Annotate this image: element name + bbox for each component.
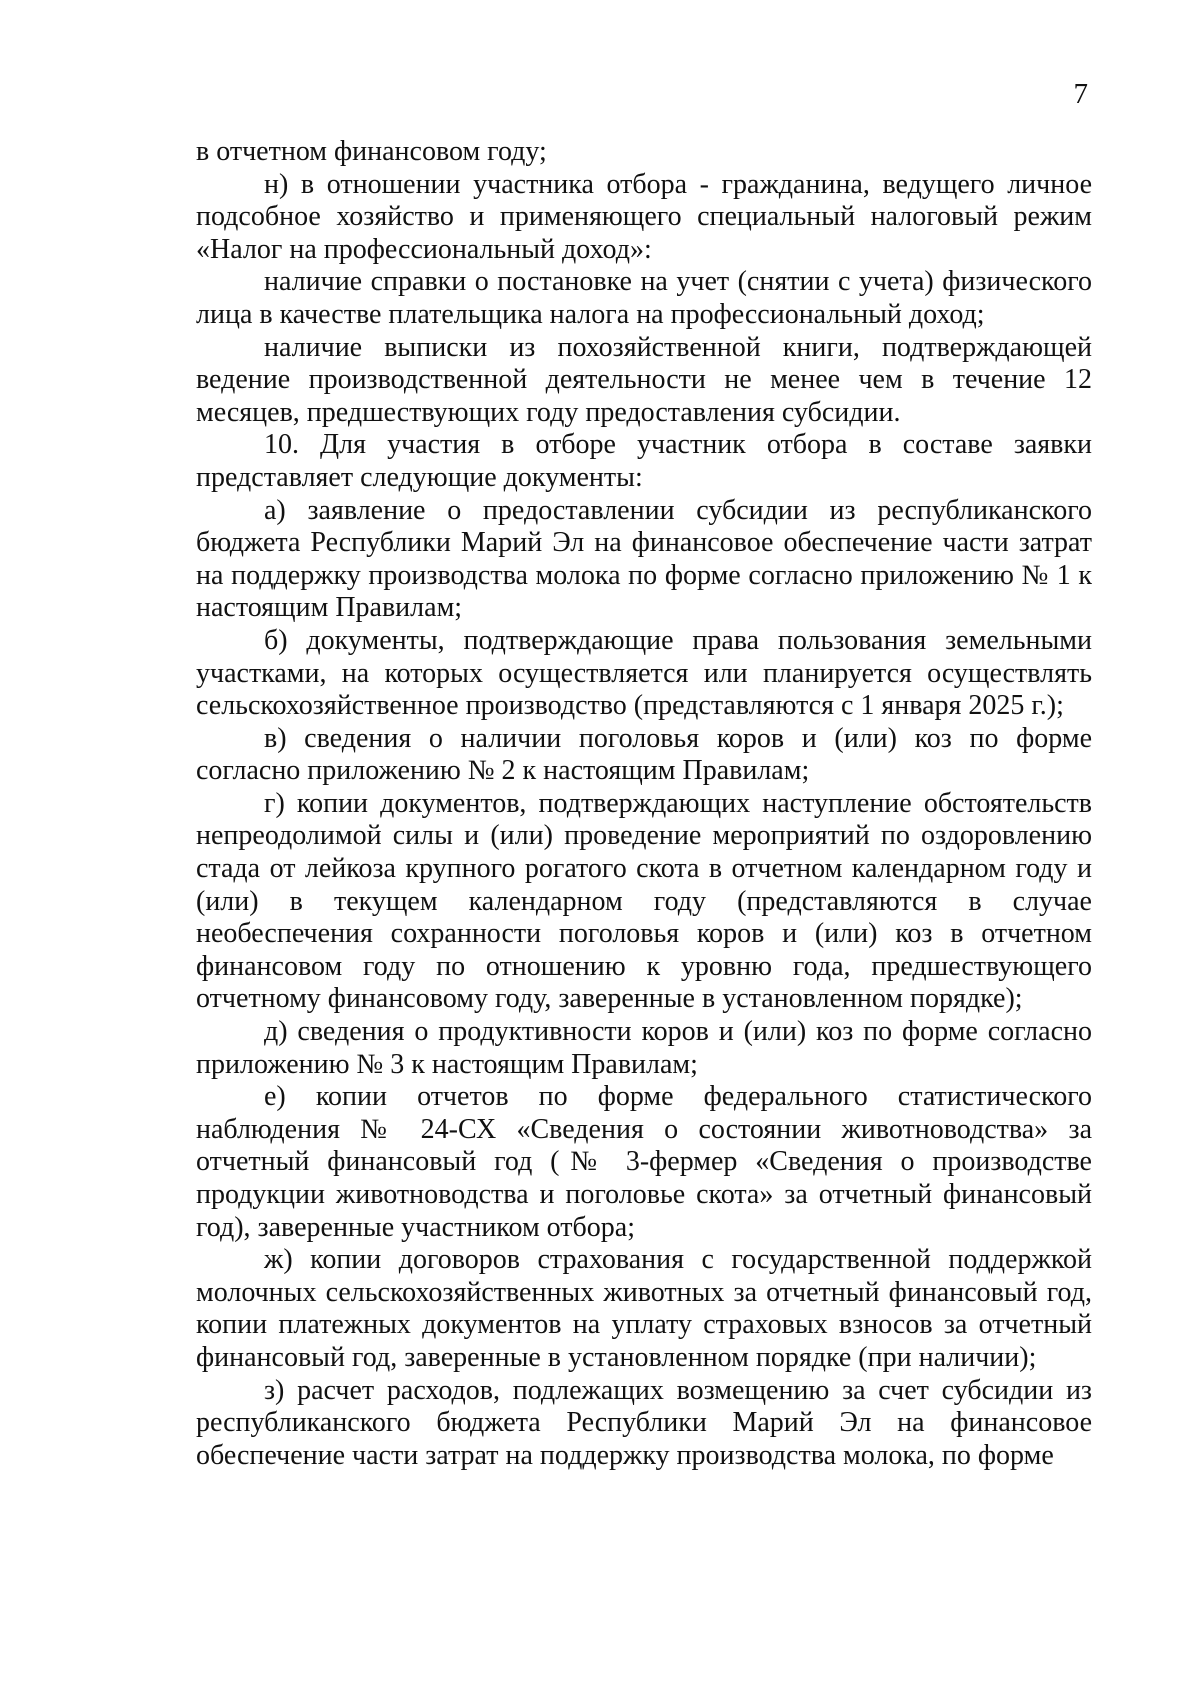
paragraph-item-zh: ж) копии договоров страхования с государственной поддержкой молочных сельскохозяйственных животных за отчетный финансовый год, копии платежных документов на уплату страховых взносов за отчетный финансовый год, заверенные в установленном порядке (при наличии); <box>196 1244 1092 1373</box>
paragraph-household-book: наличие выписки из похозяйственной книги, подтверждающей ведение производственной деятельности не менее чем в течение 12 месяцев, предшествующих году предоставления субсидии. <box>196 331 1092 428</box>
paragraph-continuation: в отчетном финансовом году; <box>196 136 547 167</box>
document-body <box>196 136 1092 1472</box>
paragraph-clause-10: 10. Для участия в отборе участник отбора в составе заявки представляет следующие документы: <box>196 429 1092 493</box>
paragraph-item-g: г) копии документов, подтверждающих наступление обстоятельств непреодолимой силы и (или) проведение мероприятий по оздоровлению стада от лейкоза крупного рогатого скота в отчетном календарном году и (или) в текущем календарном году (представляются в случае необеспечения сохранности поголовья коров и (или) коз в отчетном финансовом году по отношению к уровню года, предшествующего отчетному финансовому году, заверенные в установленном порядке); <box>196 787 1092 1015</box>
page-number: 7 <box>1073 78 1088 110</box>
paragraph-item-b: б) документы, подтверждающие права пользования земельными участками, на которых осуществляется или планируется осуществлять сельскохозяйственное производство (представляются с 1 января 2025 г.); <box>196 624 1092 722</box>
paragraph-item-d: д) сведения о продуктивности коров и (или) коз по форме согласно приложению № 3 к настоящим Правилам; <box>196 1016 1092 1080</box>
paragraph-certificate: наличие справки о постановке на учет (снятии с учета) физического лица в качестве плательщика налога на профессиональный доход; <box>196 266 1092 330</box>
paragraph-item-v: в) сведения о наличии поголовья коров и (или) коз по форме согласно приложению № 2 к настоящим Правилам; <box>196 722 1092 787</box>
paragraph-item-e: е) копии отчетов по форме федерального статистического наблюдения № 24-СХ «Сведения о состоянии животноводства» за отчетный финансовый год (№ 3-фермер «Сведения о производстве продукции животноводства и поголовье скота» за отчетный финансовый год), заверенные участником отбора; <box>196 1081 1092 1243</box>
paragraph-item-n: н) в отношении участника отбора - гражданина, ведущего личное подсобное хозяйство и применяющего специальный налоговый режим «Налог на профессиональный доход»: <box>196 168 1092 265</box>
paragraph-item-a: а) заявление о предоставлении субсидии из республиканского бюджета Республики Марий Эл на финансовое обеспечение части затрат на поддержку производства молока по форме согласно приложению № 1 к настоящим Правилам; <box>196 494 1092 624</box>
paragraph-item-z: з) расчет расходов, подлежащих возмещению за счет субсидии из республиканского бюджета Республики Марий Эл на финансовое обеспечение части затрат на поддержку производства молока, по форме <box>196 1374 1092 1471</box>
